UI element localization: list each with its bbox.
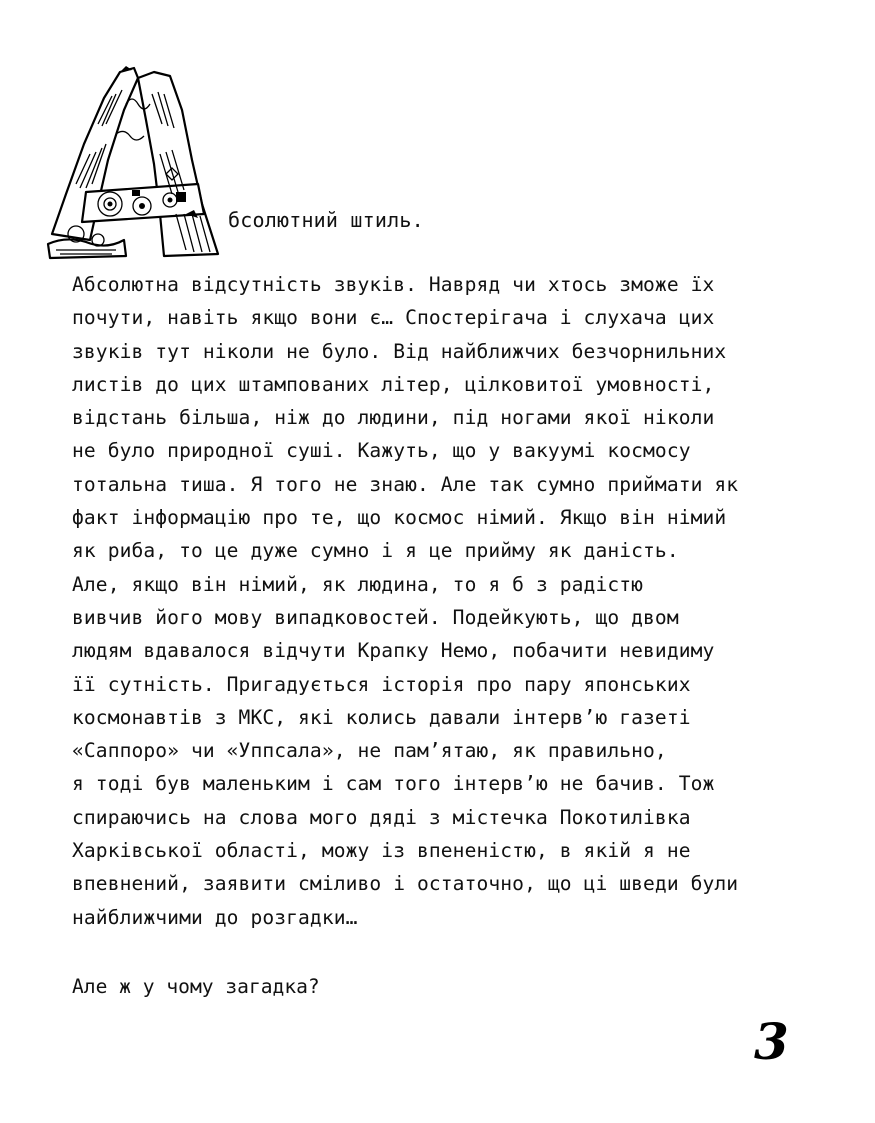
paragraph-line: почути, навіть якщо вони є… Спостерігача і слухача цих (72, 306, 715, 330)
paragraph-line: Абсолютна відсутність звуків. Навряд чи хтось зможе їх (72, 273, 715, 296)
paragraph-line: космонавтів з МКС, які колись давали інтерв’ю газеті (72, 705, 691, 729)
paragraph-line: спираючись на слова мого дяді з містечка Покотилівка (72, 805, 691, 829)
paragraph-line: як риба, то це дуже сумно і я це прийму як даність. (72, 539, 679, 563)
paragraph-line: Харківської області, можу із впененістю, в якій я не (72, 839, 691, 863)
first-line-text: бсолютний штиль. (228, 208, 424, 232)
paragraph-line: не було природної суші. Кажуть, що у вакуумі космосу (72, 439, 691, 463)
paragraph-line: людям вдавалося відчути Крапку Немо, побачити невидиму (72, 639, 715, 663)
closing-question: Але ж у чому загадка? (72, 975, 320, 998)
paragraph-line: листів до цих штампованих літер, цілковитої умовності, (72, 372, 715, 396)
paragraph-line: відстань більша, ніж до людини, під ногами якої ніколи (72, 406, 715, 430)
paragraph-line: тотальна тиша. Я того не знаю. Але так сумно приймати як (72, 472, 739, 496)
main-paragraph (72, 268, 792, 934)
paragraph-line: впевнений, заявити сміливо і остаточно, що ці шведи були (72, 872, 739, 896)
paragraph-line: вивчив його мову випадковостей. Подейкують, що двом (72, 605, 679, 629)
paragraph-line: факт інформацію про те, що космос німий. Якщо він німий (72, 506, 727, 530)
paragraph-line: її сутність. Пригадується історія про пару японських (72, 672, 691, 696)
paragraph-line: я тоді був маленьким і сам того інтерв’ю не бачив. Тож (72, 772, 715, 796)
paragraph-line: Але, якщо він німий, як людина, то я б з радістю (72, 572, 644, 596)
paragraph-line: найближчими до розгадки… (72, 905, 358, 929)
paragraph-line: звуків тут ніколи не було. Від найближчих безчорнильних (72, 339, 727, 363)
page-number: 3 (754, 1012, 789, 1071)
paragraph-line: «Саппоро» чи «Уппсала», не пам’ятаю, як правильно, (72, 739, 667, 763)
ornamental-dropcap-icon (46, 64, 226, 260)
